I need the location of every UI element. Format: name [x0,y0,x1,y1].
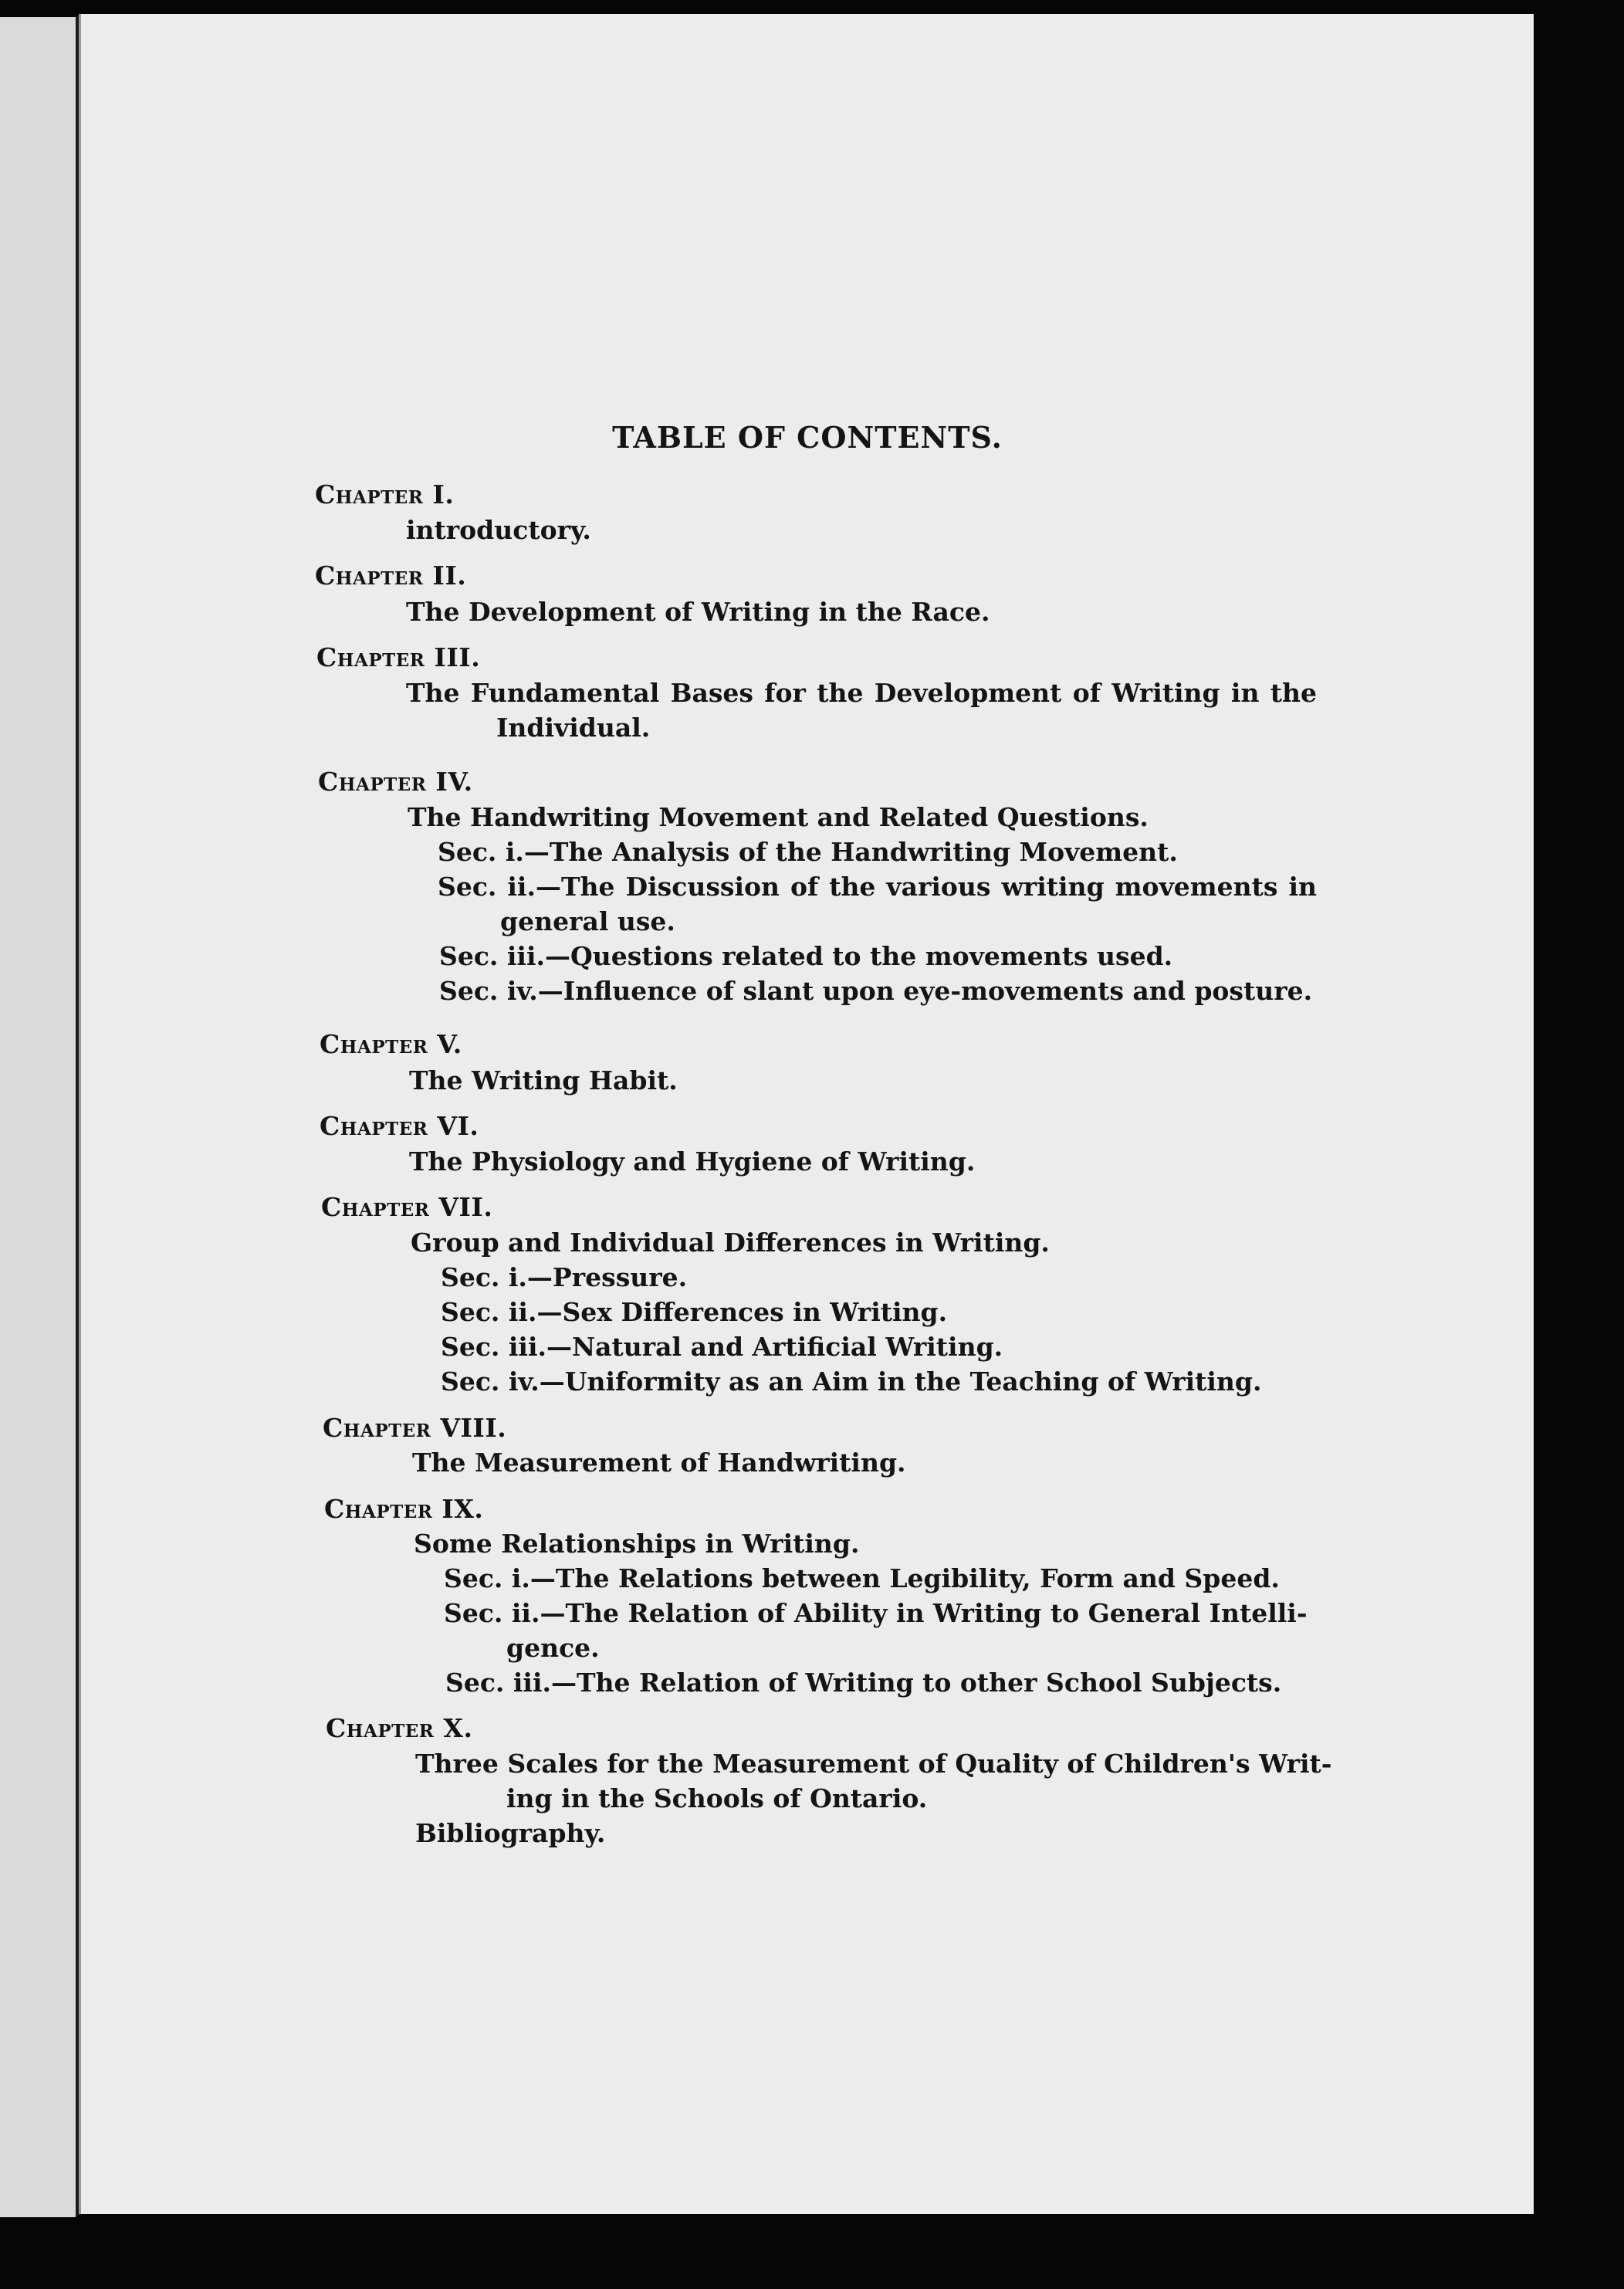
chapter-9-section-3: Sec. iii.—The Relation of Writing to other School Subjects. [445,1668,1282,1698]
chapter-4-section-2-continued: general use. [500,906,675,936]
chapter-3-heading: Chapter III. [316,642,481,672]
table-of-contents [81,14,1534,2214]
chapter-8-title: The Measurement of Handwriting. [412,1448,906,1478]
chapter-2-heading: Chapter II. [315,560,467,591]
chapter-10-heading: Chapter X. [326,1713,473,1743]
chapter-7-section-4: Sec. iv.—Uniformity as an Aim in the Teaching of Writing. [441,1366,1262,1397]
chapter-3-title: The Fundamental Bases for the Development of Writing in the [406,678,1317,708]
chapter-1-title: introductory. [406,515,591,545]
chapter-4-title: The Handwriting Movement and Related Questions. [408,802,1149,832]
chapter-4-heading: Chapter IV. [318,767,473,797]
chapter-7-section-1: Sec. i.—Pressure. [441,1262,688,1292]
chapter-6-heading: Chapter VI. [320,1111,479,1141]
chapter-2-title: The Development of Writing in the Race. [406,597,990,627]
chapter-4-section-3: Sec. iii.—Questions related to the movements used. [439,941,1173,971]
chapter-10-title: Three Scales for the Measurement of Quality of Children's Writ- [415,1749,1332,1779]
chapter-3-title-continued: Individual. [496,713,651,743]
chapter-9-section-1: Sec. i.—The Relations between Legibility, Form and Speed. [444,1563,1280,1593]
chapter-1-heading: Chapter I. [315,479,455,510]
chapter-7-heading: Chapter VII. [321,1192,493,1222]
chapter-9-heading: Chapter IX. [324,1494,484,1524]
document-page [79,14,1534,2214]
chapter-7-title: Group and Individual Differences in Writing. [411,1227,1050,1258]
chapter-5-heading: Chapter V. [320,1029,462,1059]
chapter-4-section-1: Sec. i.—The Analysis of the Handwriting Movement. [438,837,1178,867]
facing-page-edge [0,17,76,2217]
chapter-4-section-2: Sec. ii.—The Discussion of the various writing movements in [438,872,1317,902]
chapter-7-section-2: Sec. ii.—Sex Differences in Writing. [441,1297,948,1327]
chapter-4-section-4: Sec. iv.—Influence of slant upon eye-movements and posture. [439,976,1313,1006]
chapter-7-section-3: Sec. iii.—Natural and Artificial Writing. [441,1332,1003,1362]
chapter-9-section-2: Sec. ii.—The Relation of Ability in Writing to General Intelli- [444,1598,1308,1628]
chapter-9-title: Some Relationships in Writing. [414,1529,860,1559]
chapter-5-title: The Writing Habit. [409,1065,678,1095]
chapter-9-section-2-continued: gence. [506,1633,600,1663]
bibliography-entry: Bibliography. [415,1818,606,1848]
chapter-8-heading: Chapter VIII. [323,1413,507,1443]
chapter-10-title-continued: ing in the Schools of Ontario. [506,1783,928,1813]
chapter-6-title: The Physiology and Hygiene of Writing. [409,1146,976,1177]
toc-title: TABLE OF CONTENTS. [612,420,1003,455]
